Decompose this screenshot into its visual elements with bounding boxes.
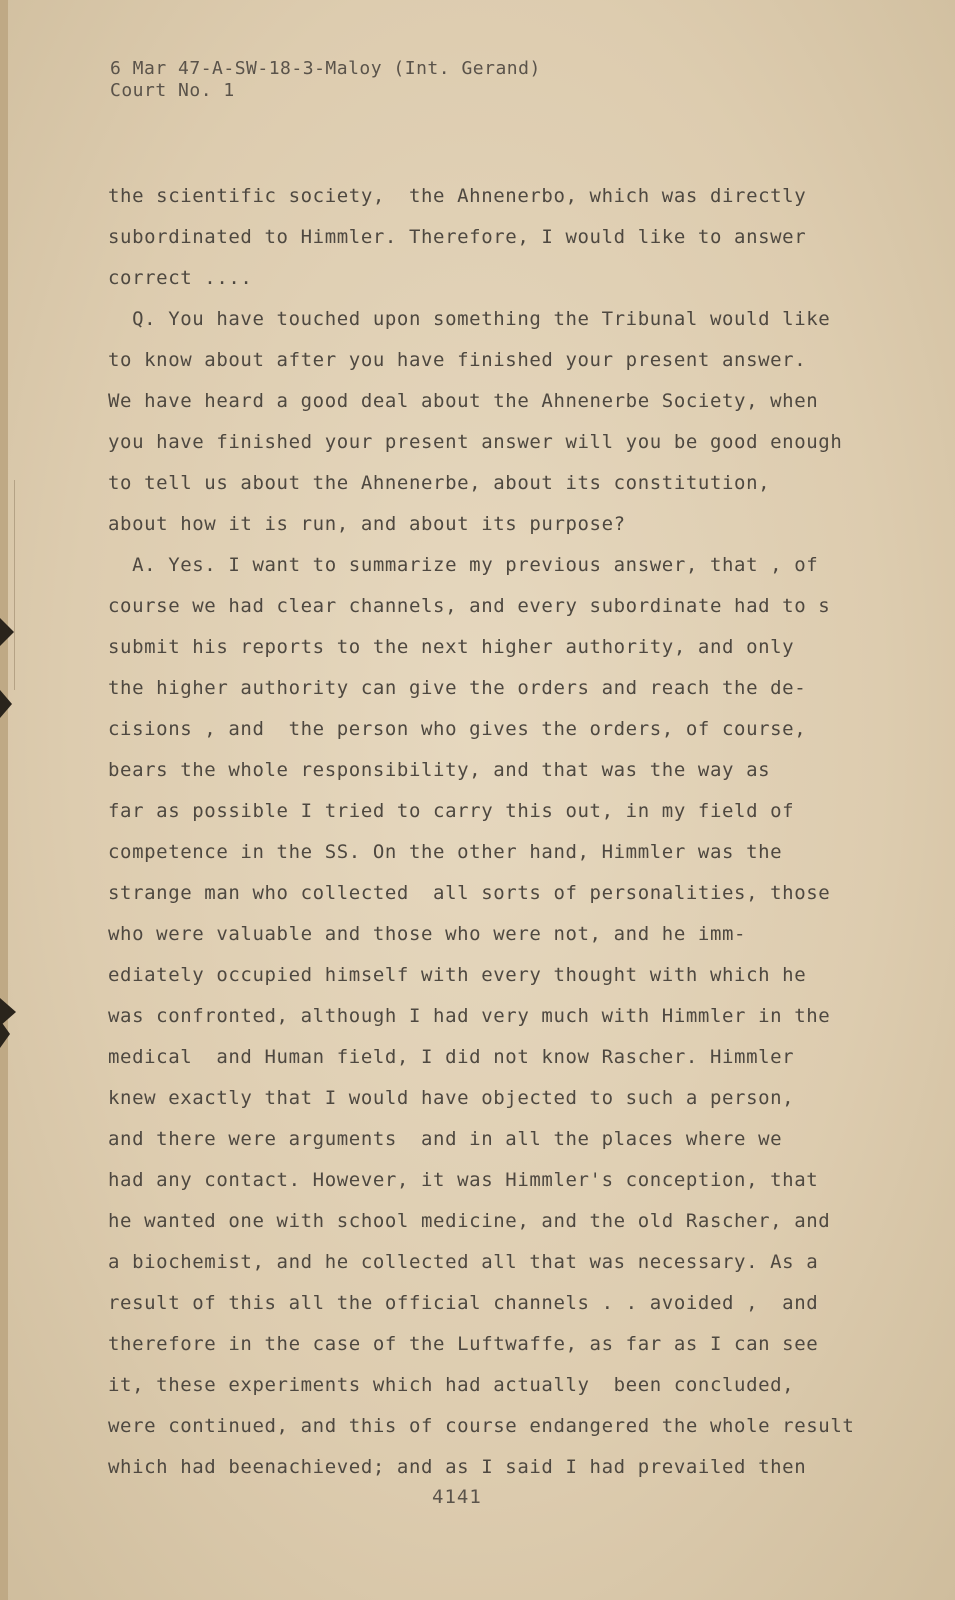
transcript-line: you have finished your present answer will you be good enough: [108, 431, 843, 453]
transcript-line: bears the whole responsibility, and that was the way as: [108, 759, 771, 781]
transcript-line: was confronted, although I had very much with Himmler in the: [108, 1005, 831, 1027]
transcript-line: the scientific society, the Ahnenerbo, which was directly: [108, 185, 807, 207]
transcript-line: about how it is run, and about its purpose?: [108, 513, 626, 535]
header-court-line: Court No. 1: [110, 80, 235, 101]
transcript-line: and there were arguments and in all the places where we: [108, 1128, 783, 1150]
torn-edge-mark: [0, 618, 14, 646]
torn-edge-mark: [0, 1020, 10, 1048]
transcript-line: the higher authority can give the orders and reach the de-: [108, 677, 807, 699]
transcript-line: ediately occupied himself with every thought with which he: [108, 964, 807, 986]
page-number: 4141: [432, 1486, 482, 1508]
header-reference-line: 6 Mar 47-A-SW-18-3-Maloy (Int. Gerand): [110, 58, 541, 79]
transcript-line: cisions , and the person who gives the orders, of course,: [108, 718, 807, 740]
transcript-line: it, these experiments which had actually been concluded,: [108, 1374, 795, 1396]
transcript-line: correct ....: [108, 267, 253, 289]
transcript-body: [108, 176, 888, 1488]
transcript-line: knew exactly that I would have objected to such a person,: [108, 1087, 795, 1109]
transcript-line: a biochemist, and he collected all that was necessary. As a: [108, 1251, 819, 1273]
transcript-line: to tell us about the Ahnenerbe, about its constitution,: [108, 472, 771, 494]
transcript-line: competence in the SS. On the other hand, Himmler was the: [108, 841, 783, 863]
transcript-line: subordinated to Himmler. Therefore, I would like to answer: [108, 226, 807, 248]
transcript-line: were continued, and this of course endangered the whole result: [108, 1415, 855, 1437]
transcript-line: result of this all the official channels . . avoided , and: [108, 1292, 819, 1314]
transcript-line: far as possible I tried to carry this out, in my field of: [108, 800, 795, 822]
torn-edge-mark: [0, 690, 12, 718]
document-header: [110, 58, 541, 102]
transcript-line: which had beenachieved; and as I said I had prevailed then: [108, 1456, 807, 1478]
transcript-line: he wanted one with school medicine, and the old Rascher, and: [108, 1210, 831, 1232]
transcript-line: had any contact. However, it was Himmler's conception, that: [108, 1169, 819, 1191]
transcript-line: submit his reports to the next higher authority, and only: [108, 636, 795, 658]
transcript-line: course we had clear channels, and every subordinate had to s: [108, 595, 831, 617]
transcript-line: who were valuable and those who were not, and he imm-: [108, 923, 747, 945]
transcript-line: We have heard a good deal about the Ahnenerbe Society, when: [108, 390, 819, 412]
transcript-line: therefore in the case of the Luftwaffe, as far as I can see: [108, 1333, 819, 1355]
transcript-line: Q. You have touched upon something the Tribunal would like: [108, 308, 831, 330]
transcript-line: medical and Human field, I did not know Rascher. Himmler: [108, 1046, 795, 1068]
transcript-line: strange man who collected all sorts of personalities, those: [108, 882, 831, 904]
paper-crease: [14, 480, 15, 690]
transcript-line: to know about after you have finished your present answer.: [108, 349, 807, 371]
page-left-edge: [0, 0, 8, 1600]
transcript-line: A. Yes. I want to summarize my previous answer, that , of: [108, 554, 819, 576]
